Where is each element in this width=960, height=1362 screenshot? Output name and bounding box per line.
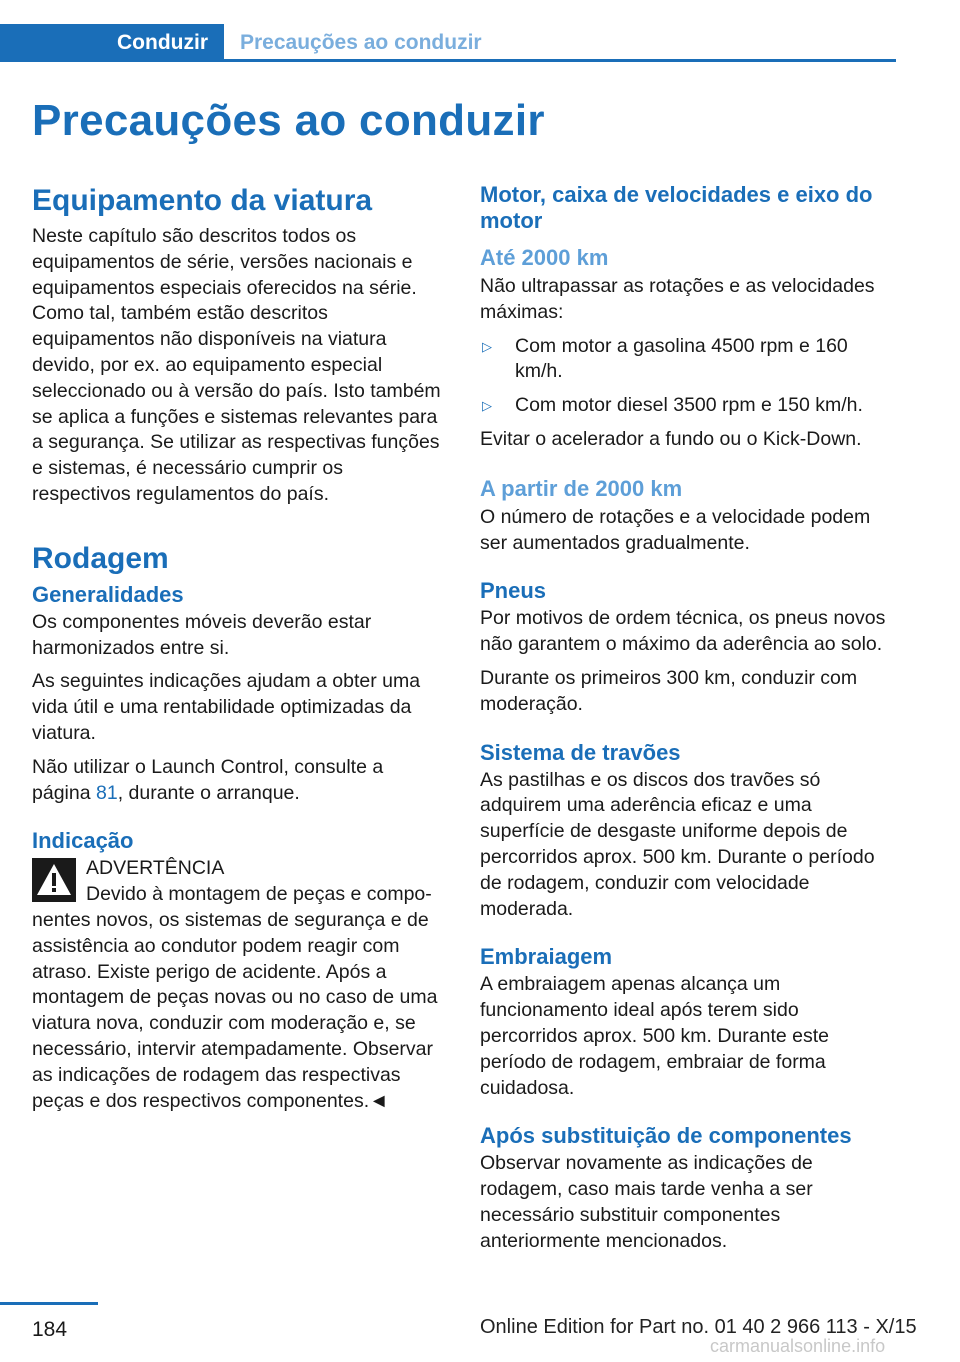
ate-2000-after: Evitar o acelerador a fundo ou o Kick-Down. <box>480 427 862 450</box>
list-item <box>480 334 894 386</box>
apos-text: Observar novamente as indicações de rodagem, caso mais tarde venha a ser necessário substituir componentes anteriormente mencionados. <box>480 1152 813 1252</box>
heading-rodagem: Rodagem <box>32 541 169 575</box>
travoes-text: As pastilhas e os discos dos travões só adquirem uma aderência eficaz e uma superfície de desgaste uniforme depois de percorridos aprox. 500 km. Durante o período de rodagem, conduzir com velocidade moderada. <box>480 768 875 920</box>
heading-travoes: Sistema de travões <box>480 739 681 765</box>
page-number: 184 <box>32 1318 68 1341</box>
top-header <box>0 0 960 62</box>
heading-generalidades: Generalidades <box>32 581 184 607</box>
pneus-p1: Por motivos de ordem técnica, os pneus novos não garantem o máximo da aderência ao solo. <box>480 607 886 656</box>
tab-conduzir[interactable]: Conduzir <box>0 24 224 62</box>
triangle-bullet-icon: ▷ <box>482 338 492 354</box>
watermark: carmanualsonline.info <box>710 1336 886 1356</box>
ate-2000-text: Não ultrapassar as rotações e as velocidades máximas: <box>480 275 875 323</box>
pneus-p2: Durante os primeiros 300 km, conduzir com moderação. <box>480 666 858 715</box>
heading-indicacao: Indicação <box>32 828 134 854</box>
a-partir-text: O número de rotações e a velocidade podem ser aumentados gradualmente. <box>480 505 871 554</box>
generalidades-p3 <box>32 755 446 807</box>
page-link-81[interactable]: 81 <box>95 781 118 804</box>
edition-text: Online Edition for Part no. 01 40 2 966 113 - X/15 <box>480 1316 917 1338</box>
bullet-text: Com motor diesel 3500 rpm e 150 km/h. <box>515 394 863 417</box>
heading-equipamento: Equipamento da viatura <box>32 184 373 217</box>
heading-pneus: Pneus <box>480 578 547 604</box>
right-column <box>480 182 894 1263</box>
generalidades-p3-a: Não utilizar o Launch Control, consulte a página <box>32 755 384 804</box>
generalidades-p3-b: , durante o arranque. <box>117 781 300 804</box>
heading-embraiagem: Embraiagem <box>480 944 613 970</box>
embraiagem-text: A embraiagem apenas alcança um funcionamento ideal após terem sido percorridos aprox. 500 km. Durante este período de rodagem, embraiar de forma cuidadosa. <box>480 973 830 1099</box>
heading-apos-substituicao: Após substituição de componentes <box>480 1123 852 1149</box>
generalidades-p1: Os componentes móveis deverão estar harmonizados entre si. <box>32 610 372 659</box>
generalidades-p2: As seguintes indicações ajudam a obter uma vida útil e uma rentabilidade optimizadas da viatura. <box>32 670 421 744</box>
triangle-bullet-icon: ▷ <box>482 398 492 414</box>
heading-ate-2000: Até 2000 km <box>480 245 609 270</box>
warning-label: ADVERTÊNCIA <box>86 857 225 880</box>
warning-triangle-icon <box>32 858 76 902</box>
left-column <box>32 182 446 1122</box>
header-rule <box>224 59 896 62</box>
warning-block <box>32 856 446 908</box>
heading-motor: Motor, caixa de velocidades e eixo do motor <box>480 182 873 233</box>
list-item <box>480 393 894 419</box>
tab-precaucoes[interactable]: Precauções ao conduzir <box>240 31 482 54</box>
equipamento-text: Neste capítulo são descritos todos os equipamentos de série, versões nacionais e equipamentos especiais oferecidos na série. Como tal, também estão descritos equipamentos não disponíveis na viatura devido, por ex. ao equipamento especial seleccionado ou à versão do país. Isto também se aplica a funções e sistemas relevantes para a segurança. Se utilizar as respectivas funções e sistemas, é necessário cumprir os respectivos regulamentos do país. <box>32 225 441 505</box>
heading-a-partir-2000: A partir de 2000 km <box>480 475 683 501</box>
footer-rule <box>0 1302 98 1305</box>
warning-text-first: Devido à montagem de peças e compo- <box>86 883 432 906</box>
bullet-text: Com motor a gasolina 4500 rpm e 160 km/h. <box>515 334 848 383</box>
page-title: Precauções ao conduzir <box>32 96 545 145</box>
warning-text: nentes novos, os sistemas de segurança e de assistência ao condutor podem reagir com atraso. Existe perigo de acidente. Após a montagem de peças novas ou no caso de uma viatura nova, conduzir com moderação e, se necessário, intervir atempadamente. Observar as indicações de rodagem das respectivas peças e dos respectivos componentes.◄ <box>32 908 438 1112</box>
